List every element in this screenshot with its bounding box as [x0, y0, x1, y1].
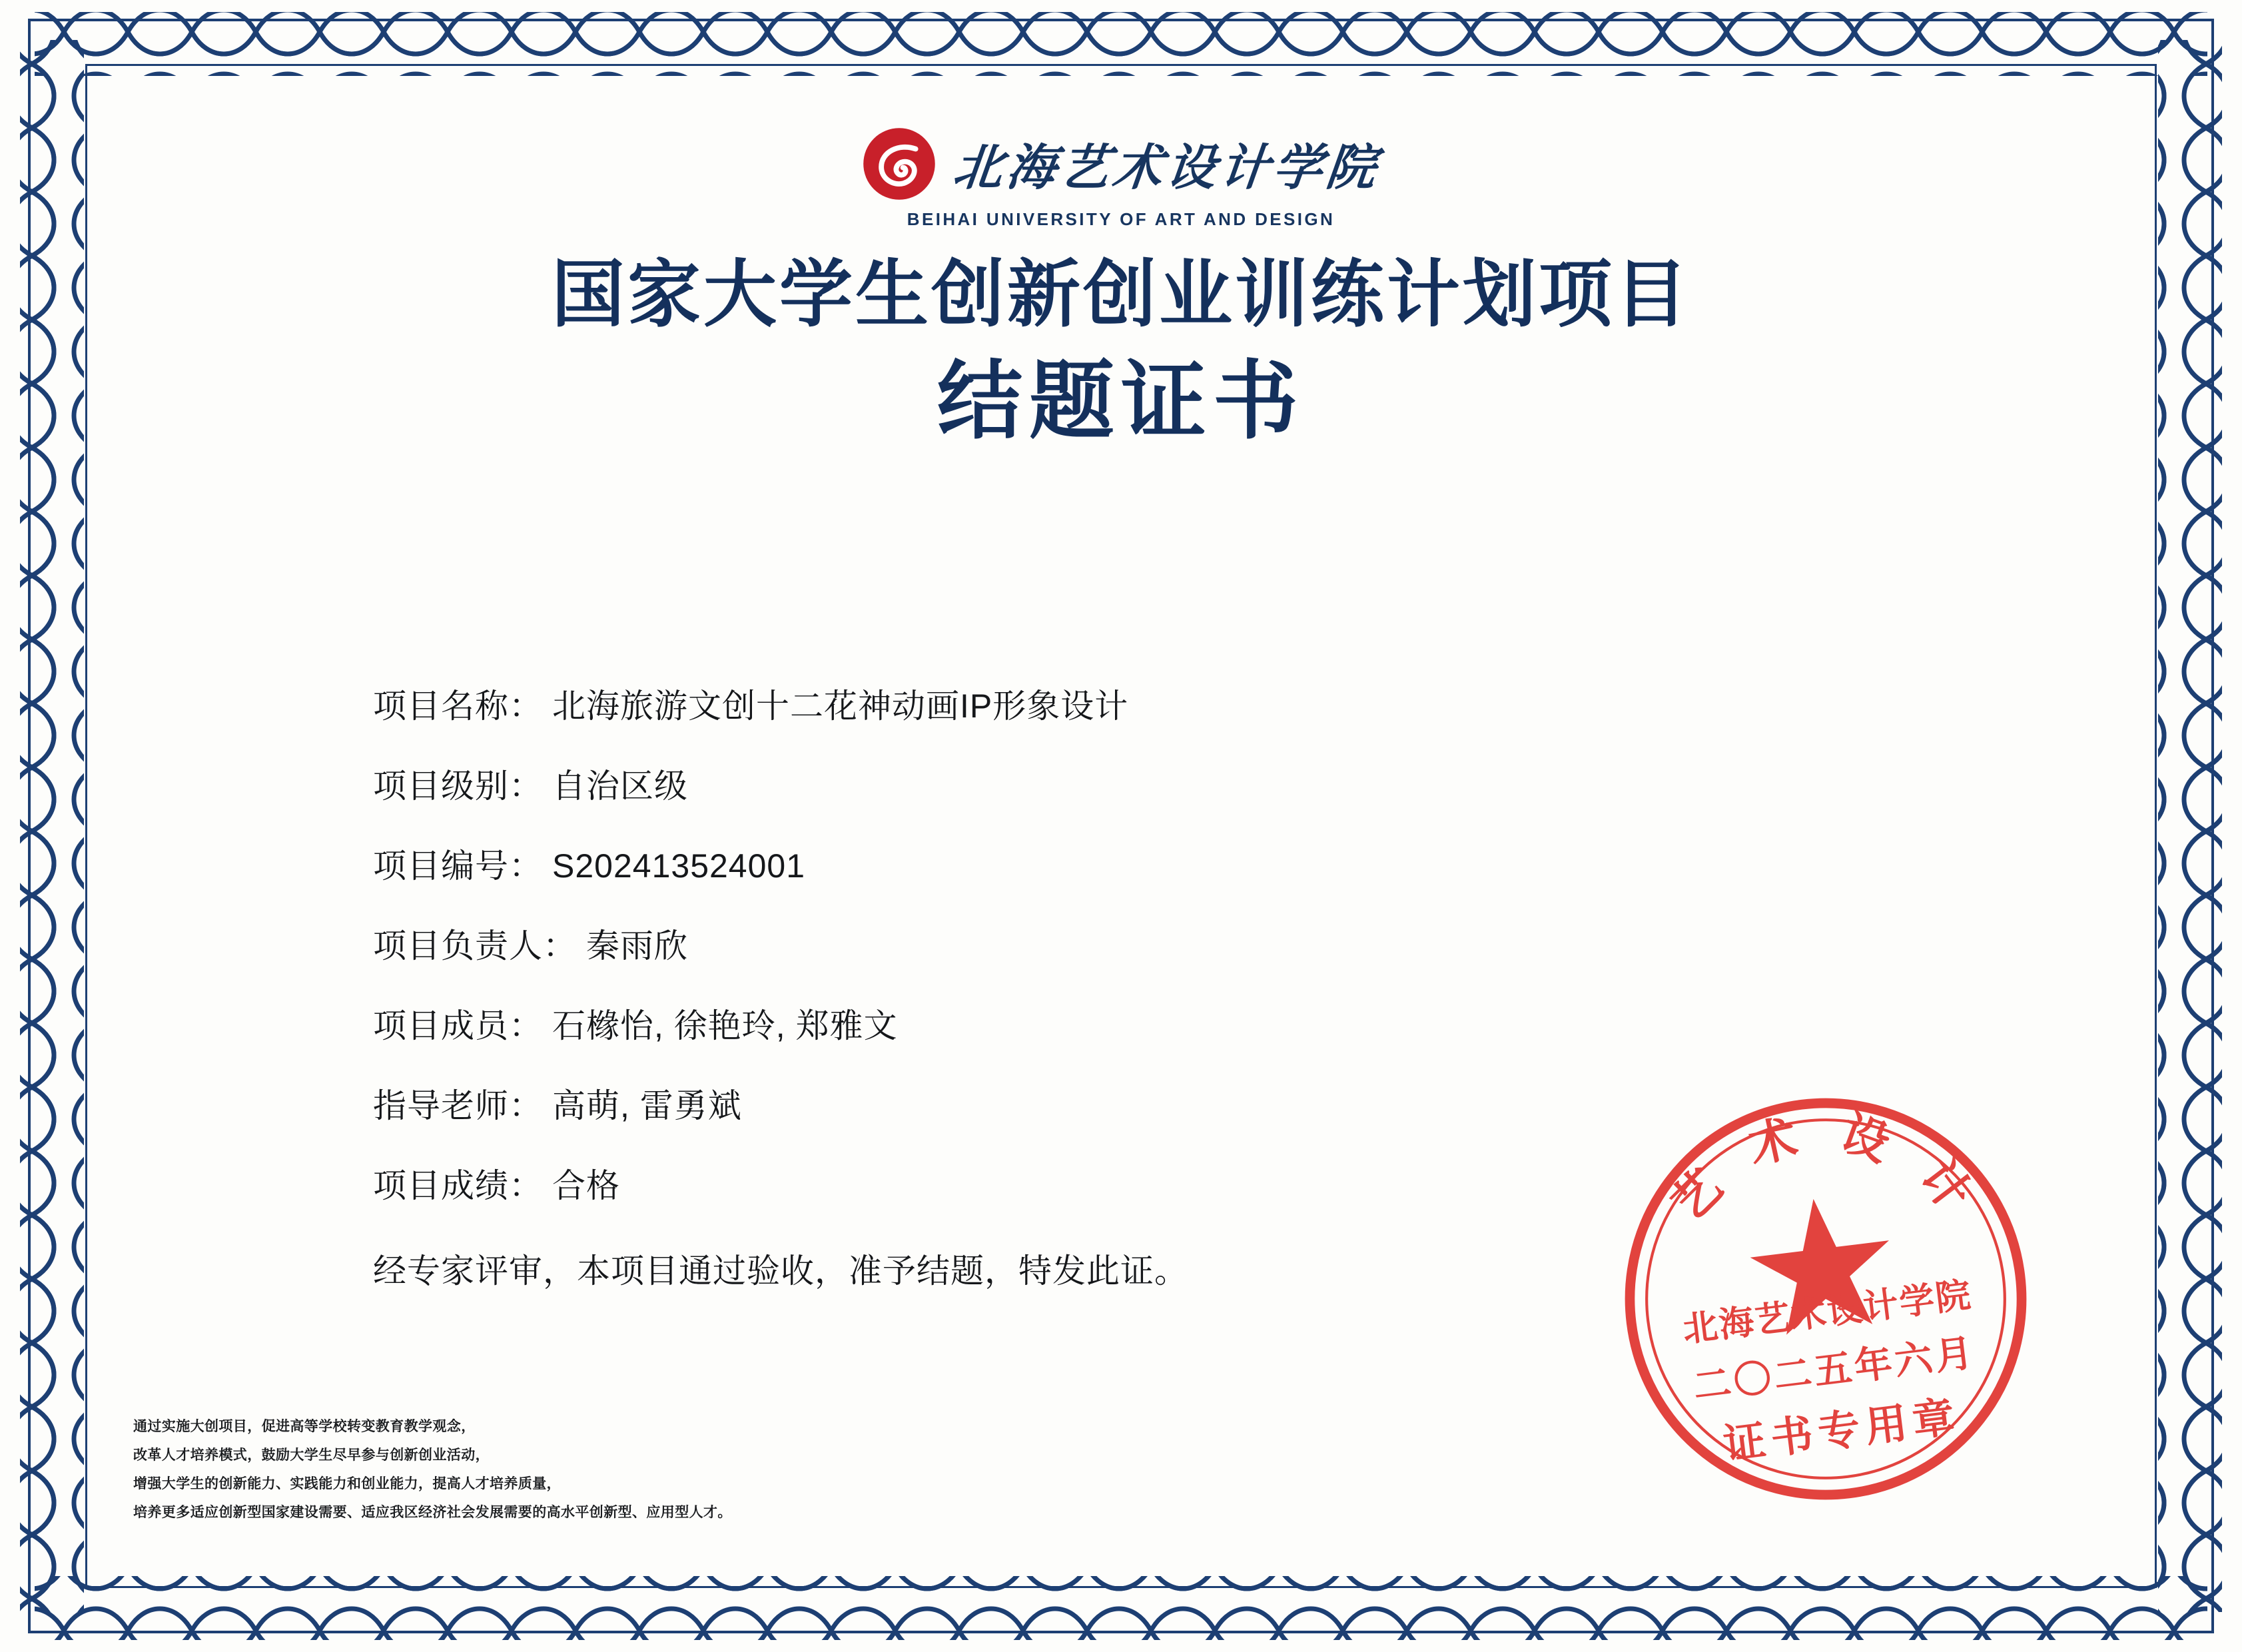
- certificate-title-main: 国家大学生创新创业训练计划项目: [552, 254, 1690, 336]
- university-emblem-icon: [862, 127, 936, 201]
- field-label: 项目编号：: [373, 847, 543, 885]
- certificate-statement: 经专家评审，本项目通过验收，准予结题，特发此证。: [373, 1252, 1188, 1290]
- field-value: 秦雨欣: [586, 927, 688, 965]
- footer-note: [133, 1412, 732, 1527]
- footer-note-line-1: 通过实施大创项目，促进高等学校转变教育教学观念，: [133, 1418, 476, 1434]
- university-logo-block: [107, 127, 2135, 230]
- field-value: 石橼怡, 徐艳玲, 郑雅文: [552, 1007, 898, 1044]
- field-label: 指导老师：: [373, 1087, 543, 1124]
- field-value: 合格: [552, 1167, 620, 1204]
- footer-note-line-3: 增强大学生的创新能力、实践能力和创业能力，提高人才培养质量，: [133, 1475, 561, 1491]
- field-row-project-leader: [373, 919, 2002, 967]
- svg-text:北海艺术设计学院: 北海艺术设计学院: [1681, 1276, 1974, 1350]
- svg-text:证书专用章: 证书专用章: [1720, 1393, 1963, 1469]
- field-label: 项目成员：: [373, 1007, 543, 1044]
- certificate-title-sub: 结题证书: [936, 354, 1305, 449]
- field-row-project-name: [373, 679, 2002, 727]
- field-value: 北海旅游文创十二花神动画IP形象设计: [552, 687, 1129, 725]
- university-name-cn: 北海艺术设计学院: [950, 141, 1383, 196]
- field-row-project-members: [373, 999, 2002, 1047]
- field-value: S202413524001: [552, 847, 806, 885]
- certificate-content: [107, 73, 2135, 1579]
- field-label: 项目名称：: [373, 687, 543, 725]
- university-name-en: BEIHAI UNIVERSITY OF ART AND DESIGN: [907, 209, 1335, 229]
- footer-note-line-4: 培养更多适应创新型国家建设需要、适应我区经济社会发展需要的高水平创新型、应用型人才。: [133, 1504, 732, 1520]
- field-value: 自治区级: [552, 767, 688, 805]
- field-value: 高萌, 雷勇斌: [552, 1087, 742, 1124]
- field-label: 项目级别：: [373, 767, 543, 805]
- field-label: 项目成绩：: [373, 1167, 543, 1204]
- footer-note-line-2: 改革人才培养模式，鼓励大学生尽早参与创新创业活动，: [133, 1447, 490, 1463]
- svg-text:艺术设计: 艺术设计: [1662, 1104, 2003, 1249]
- field-row-project-number: [373, 839, 2002, 887]
- title-block: [107, 253, 2135, 448]
- official-seal-stamp: [1592, 1065, 2059, 1533]
- field-row-project-level: [373, 759, 2002, 807]
- field-label: 项目负责人：: [373, 927, 577, 965]
- svg-text:二〇二五年六月: 二〇二五年六月: [1690, 1332, 1978, 1408]
